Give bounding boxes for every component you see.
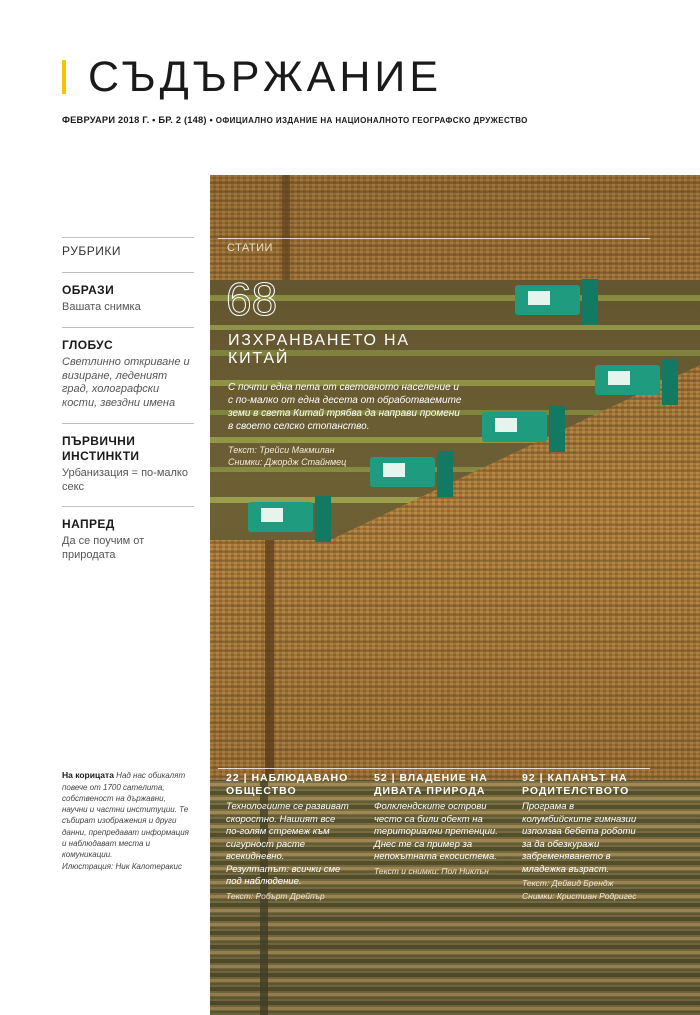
feature-description: С почти една пета от световното население и с по-малко от една десета от обработваемите земи в света Китай трябва да направи промени в своето селско стопанство. bbox=[228, 382, 462, 432]
cover-credit: Илюстрация: Ник Калотеракис bbox=[62, 862, 182, 872]
article-nablyudavano-obshtestvo[interactable] bbox=[226, 772, 350, 902]
accent-bar bbox=[62, 60, 66, 94]
issue-line bbox=[62, 115, 528, 125]
issue-info: ФЕВРУАРИ 2018 Г. • БР. 2 (148) • bbox=[62, 115, 213, 125]
feature-credits bbox=[228, 445, 448, 468]
section-desc: Да се поучим от природата bbox=[62, 535, 145, 561]
cover-text: Над нас обикалят повече от 1700 сателита, собственост на държавни, научни и частни институции. Те събират изображения и други данни, препредават информация и наблюдават места и комуникации. bbox=[62, 771, 189, 860]
article-credit: Текст: Дейвид Брендж bbox=[522, 878, 614, 889]
article-desc: Програма в колумбийските гимназии използва бебета роботи за да обезкуражи забременяването в младежка възраст. bbox=[522, 801, 637, 875]
article-heading: 22 | НАБЛЮДАВАНО ОБЩЕСТВО bbox=[226, 772, 349, 797]
section-name: ОБРАЗИ bbox=[62, 283, 115, 297]
article-photo-credit: Снимки: Кристиан Родригес bbox=[522, 891, 637, 902]
cover-note bbox=[62, 770, 190, 872]
section-desc: Светлинно откриване и визиране, леденият град, холографски кости, звездни имена bbox=[62, 355, 190, 409]
section-obrazi[interactable] bbox=[62, 273, 194, 327]
section-desc: Урбанизация = по-малко секс bbox=[62, 466, 188, 493]
article-desc: Фолклендските острови често са били обект на териториални претенции. Днес те са пример за непокътната екосистема. bbox=[374, 801, 498, 863]
feature-title[interactable]: ИЗХРАНВАНЕТО НА КИТАЙ bbox=[228, 332, 410, 367]
rubrics-label: РУБРИКИ bbox=[62, 244, 121, 258]
section-napred[interactable] bbox=[62, 507, 194, 575]
feature-page-number: 68 bbox=[226, 273, 278, 325]
articles-divider bbox=[218, 238, 650, 239]
section-name: ГЛОБУС bbox=[62, 337, 114, 352]
article-credit: Текст и снимки: Пол Никлън bbox=[374, 865, 489, 876]
article-vladenie-na-divata-priroda[interactable] bbox=[374, 772, 498, 877]
feature-text-credit: Текст: Трейси Макмилан bbox=[228, 445, 335, 455]
cover-label: На корицата bbox=[62, 770, 114, 780]
article-heading: 52 | ВЛАДЕНИЕ НА ДИВАТА ПРИРОДА bbox=[374, 772, 488, 797]
publication-subtitle: ОФИЦИАЛНО ИЗДАНИЕ НА НАЦИОНАЛНОТО ГЕОГРАФСКО ДРУЖЕСТВО bbox=[215, 116, 528, 125]
article-kapanat-na-roditelstvoto[interactable] bbox=[522, 772, 646, 902]
bottom-divider bbox=[218, 768, 650, 769]
section-name: НАПРЕД bbox=[62, 517, 115, 532]
page-title: СЪДЪРЖАНИЕ bbox=[88, 53, 442, 101]
article-heading: 92 | КАПАНЪТ НА РОДИТЕЛСТВОТО bbox=[522, 772, 630, 797]
section-parvichni-instinkti[interactable] bbox=[62, 424, 194, 507]
section-globus[interactable] bbox=[62, 328, 194, 423]
section-name: ПЪРВИЧНИ ИНСТИНКТИ bbox=[62, 433, 140, 463]
article-desc: Технологиите се развиват скоростно. Нашият все по-голям стремеж към сигурност расте всекидневно. Резултатът: всички сме под наблюдение. bbox=[226, 801, 349, 888]
rubrics-column bbox=[62, 237, 194, 575]
article-credit: Текст: Робърт Дрейпър bbox=[226, 890, 325, 901]
section-desc: Вашата снимка bbox=[62, 301, 141, 313]
feature-photo-credit: Снимки: Джордж Стайнмец bbox=[228, 456, 347, 467]
articles-label: СТАТИИ bbox=[227, 242, 273, 254]
